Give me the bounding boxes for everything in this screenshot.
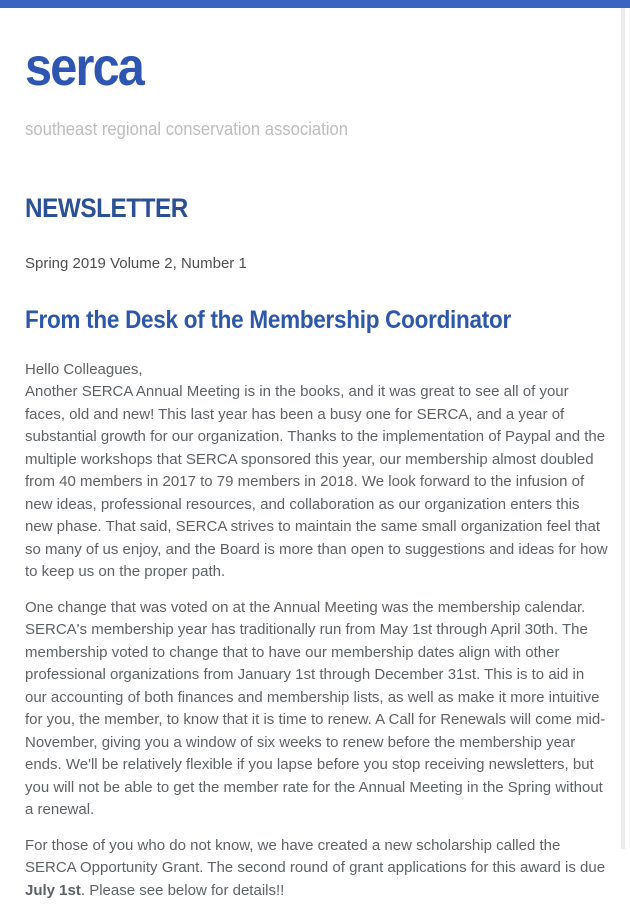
text-segment: For those of you who do not know, we have created a new scholarship called the SERCA Opportunity Grant. The second round of grant applications for this award is due: [25, 836, 606, 876]
paragraph: [25, 835, 610, 903]
text-segment: . Please see below for details!!: [80, 881, 285, 899]
newsletter-page: [0, 8, 630, 915]
bold-text-segment: July 1st: [25, 881, 81, 899]
article-heading: [25, 305, 610, 334]
organization-tagline: [25, 120, 610, 139]
text-segment: Hello Colleagues,: [25, 360, 143, 378]
newsletter-title: [25, 192, 610, 223]
text-segment: Another SERCA Annual Meeting is in the books, and it was great to see all of your faces, old and new! This last year has been a busy one for SERCA, and a year of substantial growth for our organization. Thanks to the implementation of Paypal and the multiple workshops that SERCA sponsored this year, our membership almost doubled from 40 members in 2017 to 79 members in 2018. We look forward to the infusion of new ideas, professional resources, and collaboration as our organization enters this new phase. That said, SERCA strives to maintain the same small organization feel that so many of us enjoy, and the Board is more than open to suggestions and ideas for how to keep us on the proper path.: [25, 383, 608, 580]
text-segment: One change that was voted on at the Annual Meeting was the membership calendar. SERCA's membership year has traditionally run from May 1st through April 30th. The membership voted to change that to have our membership dates align with other professional organizations from January 1st through December 31st. This is to aid in our accounting of both finances and membership lists, as well as make it more intuitive for you, the member, to know that it is time to renew. A Call for Renewals will come mid-November, giving you a window of six weeks to renew before the membership year ends. We'll be relatively flexible if you lapse before you stop receiving newsletters, but you will not be able to get the member rate for the Annual Meeting in the Spring without a renewal.: [25, 598, 606, 818]
paragraph: [25, 359, 610, 584]
serca-logo: [25, 37, 610, 97]
paragraph: [25, 597, 610, 822]
article-heading-text: From the Desk of the Membership Coordinator: [25, 305, 511, 334]
newsletter-title-text: NEWSLETTER: [25, 192, 188, 223]
article-paragraphs: [25, 359, 610, 903]
issue-line: Spring 2019 Volume 2, Number 1: [25, 254, 247, 272]
serca-logo-text: serca: [25, 37, 144, 97]
organization-tagline-text: southeast regional conservation association: [25, 118, 349, 139]
top-accent-bar: [0, 0, 630, 8]
